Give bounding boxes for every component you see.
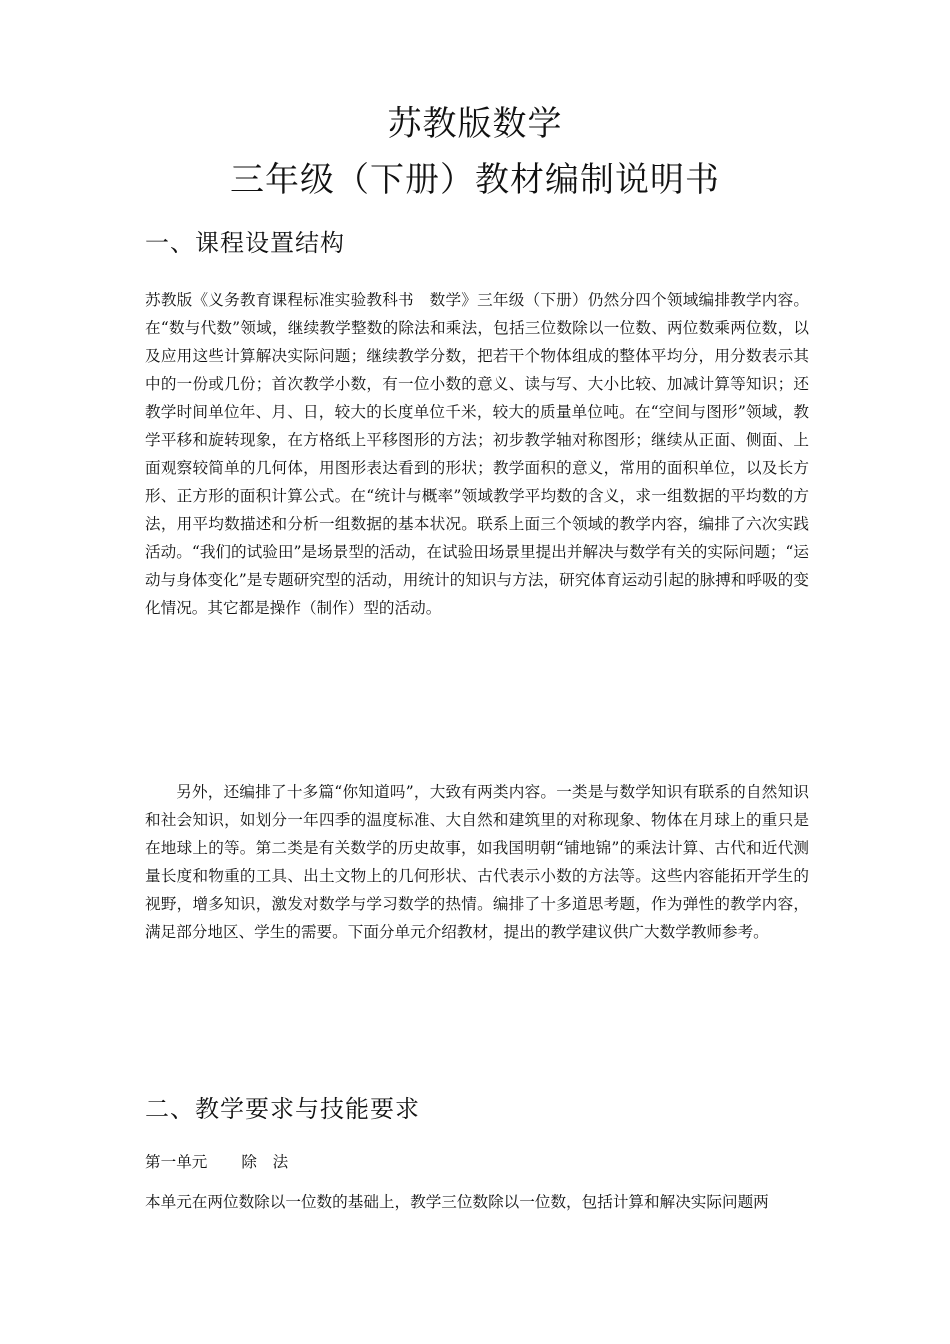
unit-label: 第一单元	[145, 1153, 208, 1171]
document-title-line-1: 苏教版数学	[387, 104, 563, 144]
unit-name: 除法	[241, 1153, 304, 1171]
unit-heading	[145, 1148, 304, 1176]
document-title-line-2: 三年级（下册）教材编制说明书	[230, 160, 720, 200]
section-heading-teaching-requirements: 二、教学要求与技能要求	[145, 1095, 420, 1123]
body-paragraph: 本单元在两位数除以一位数的基础上，教学三位数除以一位数，包括计算和解决实际问题两	[145, 1193, 769, 1211]
body-paragraph: 另外，还编排了十多篇“你知道吗”，大致有两类内容。一类是与数学知识有联系的自然知识和社会知识，如划分一年四季的温度标准、大自然和建筑里的对称现象、物体在月球上的重只是在地球上的等。第二类是有关数学的历史故事，如我国明朝“铺地锦”的乘法计算、古代和近代测量长度和物重的工具、出土文物上的几何形状、古代表示小数的方法等。这些内容能拓开学生的视野，增多知识，激发对数学与学习数学的热情。编排了十多道思考题，作为弹性的教学内容，满足部分地区、学生的需要。下面分单元介绍教材，提出的教学建议供广大数学教师参考。	[145, 783, 809, 941]
body-paragraph: 苏教版《义务教育课程标准实验教科书 数学》三年级（下册）仍然分四个领域编排教学内容。在“数与代数”领域，继续教学整数的除法和乘法，包括三位数除以一位数、两位数乘两位数，以及应用这些计算解决实际问题；继续教学分数，把若干个物体组成的整体平均分，用分数表示其中的一份或几份；首次教学小数，有一位小数的意义、读与写、大小比较、加减计算等知识；还教学时间单位年、月、日，较大的长度单位千米，较大的质量单位吨。在“空间与图形”领域，教学平移和旋转现象，在方格纸上平移图形的方法；初步教学轴对称图形；继续从正面、侧面、上面观察较简单的几何体，用图形表达看到的形状；教学面积的意义，常用的面积单位，以及长方形、正方形的面积计算公式。在“统计与概率”领域教学平均数的含义，求一组数据的平均数的方法，用平均数描述和分析一组数据的基本状况。联系上面三个领域的教学内容，编排了六次实践活动。“我们的试验田”是场景型的活动，在试验田场景里提出并解决与数学有关的实际问题；“运动与身体变化”是专题研究型的活动，用统计的知识与方法，研究体育运动引起的脉搏和呼吸的变化情况。其它都是操作（制作）型的活动。	[145, 291, 809, 617]
section-heading-course-structure: 一、课程设置结构	[145, 229, 345, 257]
